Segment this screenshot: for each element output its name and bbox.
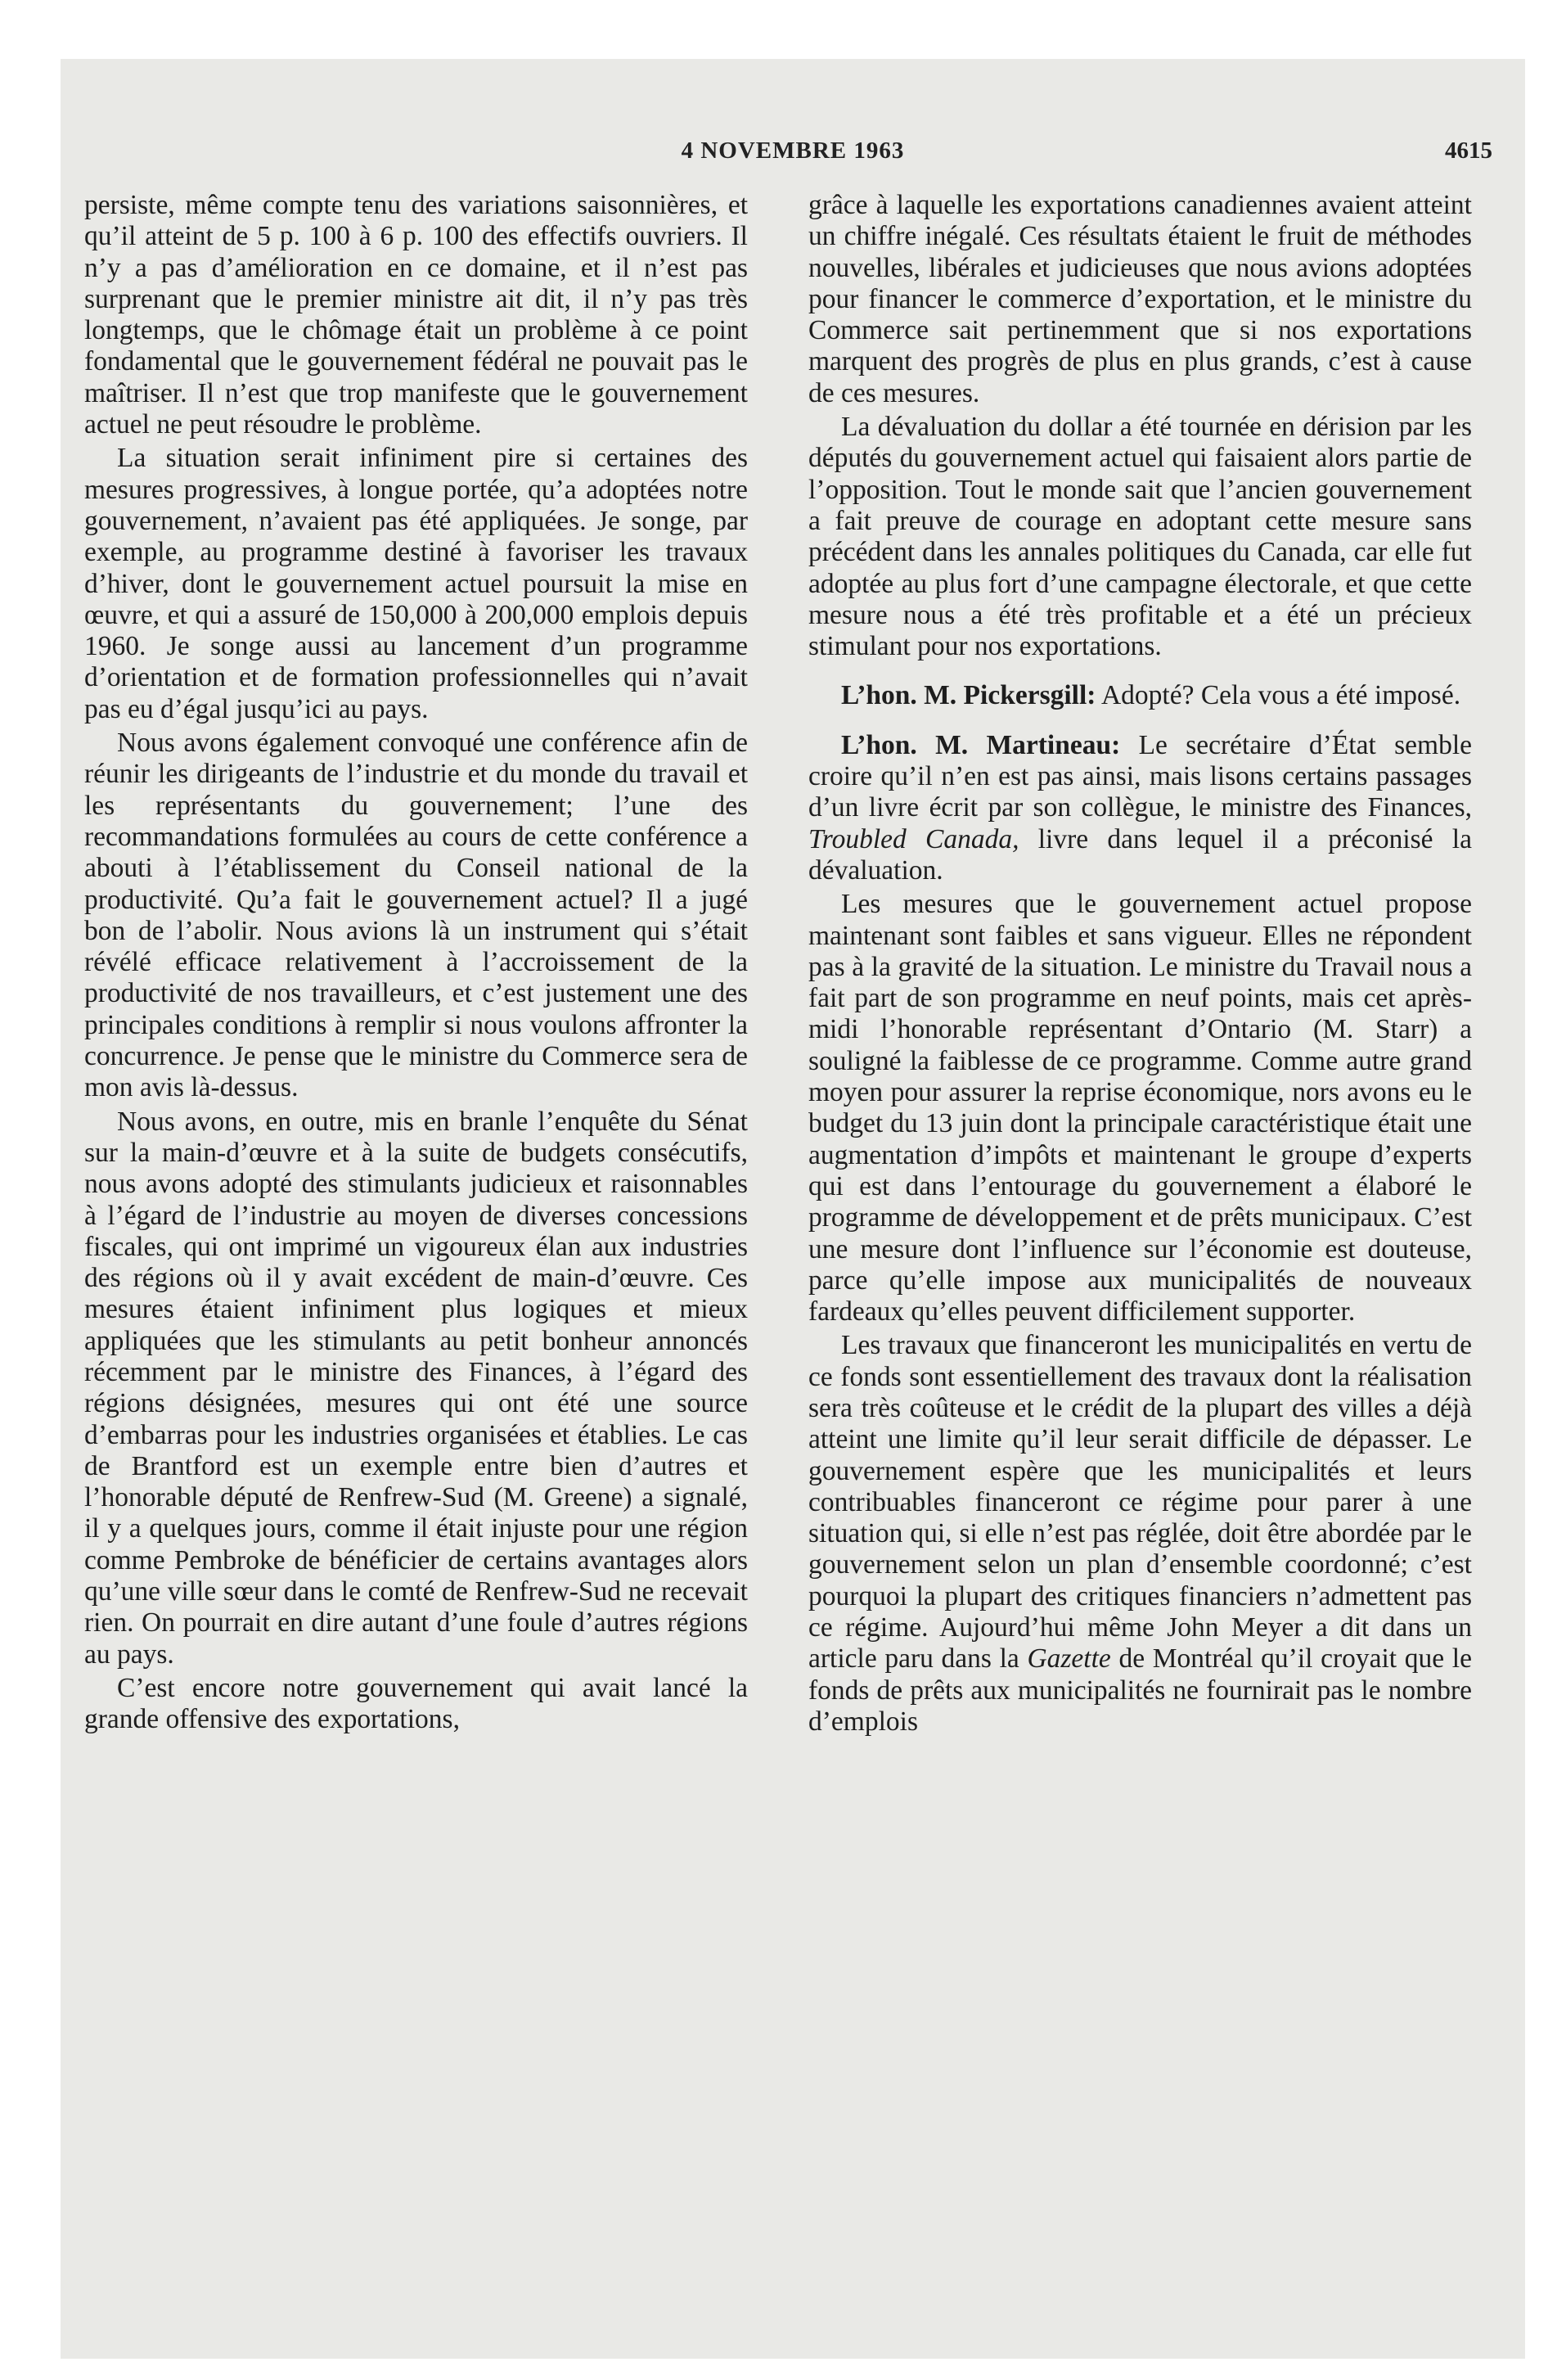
page-header xyxy=(61,67,1525,164)
speaker-name: L’hon. M. Pickersgill: xyxy=(841,680,1096,711)
speech-text: livre dans lequel il a préconisé la dévaluation. xyxy=(808,823,1472,886)
left-column xyxy=(84,190,748,1738)
right-column xyxy=(808,190,1472,1740)
paragraph: Les mesures que le gouvernement actuel propose maintenant sont faibles et sans vigueur. Elles ne répondent pas à la gravité de la situation. Le ministre du Travail nous a fait part de son programme en neuf points, mais cet après-midi l’honorable représentant d’Ontario (M. Starr) a souligné la faiblesse de ce programme. Comme autre grand moyen pour assurer la reprise économique, nors avons eu le budget du 13 juin dont la principale caractéristique était une augmentation d’impôts et maintenant le groupe d’experts qui est dans l’entourage du gouvernement a élaboré le programme de développement et de prêts municipaux. C’est une mesure dont l’influence sur l’économie est douteuse, parce qu’elle impose aux municipalités de nouveaux fardeaux qu’elles peuvent difficilement supporter. xyxy=(808,889,1472,1327)
paragraph-text: de Montréal qu’il croyait que le fonds de prêts aux municipalités ne fournirait pas le nombre d’emplois xyxy=(808,1643,1472,1737)
header-date: 4 NOVEMBRE 1963 xyxy=(681,137,905,164)
speaker-name: L’hon. M. Martineau: xyxy=(841,729,1121,760)
paragraph: grâce à laquelle les exportations canadiennes avaient atteint un chiffre inégalé. Ces résultats étaient le fruit de méthodes nouvelles, libérales et judicieuses que nous avions adoptées pour financer le commerce d’exportation, et le ministre du Commerce sait pertinemment que si nos exportations marquent des progrès de plus en plus grands, c’est à cause de ces mesures. xyxy=(808,190,1472,408)
page-number: 4615 xyxy=(1445,137,1492,164)
newspaper-title: Gazette xyxy=(1027,1643,1111,1675)
speech-text: Le secrétaire d’État semble croire qu’il n’en est pas ainsi, mais lisons certains passages d’un livre écrit par son collègue, le ministre des Finances, xyxy=(808,729,1472,823)
paragraph-text: Les travaux que financeront les municipalités en vertu de ce fonds sont essentiellement des travaux dont la réalisation sera très coûteuse et le crédit de la plupart des villes a déjà atteint une limite qu’il leur serait difficile de dépasser. Le gouvernement espère que les municipalités et leurs contribuables financeront ce régime pour parer à une situation qui, si elle n’est pas réglée, doit être abordée par le gouvernement selon un plan d’ensemble coordonné; c’est pourquoi la plupart des critiques financiers n’admettent pas ce régime. Aujourd’hui même John Meyer a dit dans un article paru dans la xyxy=(808,1330,1472,1675)
paragraph: persiste, même compte tenu des variations saisonnières, et qu’il atteint de 5 p. 100 à 6 p. 100 des effectifs ouvriers. Il n’y a pas d’amélioration en ce domaine, et il n’est pas surprenant que le premier ministre ait dit, il n’y pas très longtemps, que le chômage était un problème à ce point fondamental que le gouvernement fédéral ne pouvait pas le maîtriser. Il n’est que trop manifeste que le gouvernement actuel ne peut résoudre le problème. xyxy=(84,190,748,440)
book-title: Troubled Canada, xyxy=(808,823,1019,854)
paragraph: La dévaluation du dollar a été tournée en dérision par les députés du gouvernement actuel qui faisaient alors partie de l’opposition. Tout le monde sait que l’ancien gouvernement a fait preuve de courage en adoptant cette mesure sans précédent dans les annales politiques du Canada, car elle fut adoptée au plus fort d’une campagne électorale, et que cette mesure nous a été très profitable et a été un précieux stimulant pour nos exportations. xyxy=(808,412,1472,662)
speech-pickersgill xyxy=(808,680,1472,711)
paragraph: Nous avons également convoqué une conférence afin de réunir les dirigeants de l’industrie et du monde du travail et les représentants du gouvernement; l’une des recommandations formulées au cours de cette conférence a abouti à l’établissement du Conseil national de la productivité. Qu’a fait le gouvernement actuel? Il a jugé bon de l’abolir. Nous avions là un instrument qui s’était révélé efficace relativement à l’accroissement de la productivité de nos travailleurs, et c’est justement une des principales conditions à remplir si nous voulons affronter la concurrence. Je pense que le ministre du Commerce sera de mon avis là-dessus. xyxy=(84,728,748,1103)
speech-text: Adopté? Cela vous a été imposé. xyxy=(1096,680,1461,711)
paragraph: C’est encore notre gouvernement qui avait lancé la grande offensive des exportations, xyxy=(84,1672,748,1735)
paragraph: Nous avons, en outre, mis en branle l’enquête du Sénat sur la main-d’œuvre et à la suite de budgets consécutifs, nous avons adopté des stimulants judicieux et raisonnables à l’égard de l’industrie au moyen de diverses concessions fiscales, qui ont imprimé un vigoureux élan aux industries des régions où il y avait excédent de main-d’œuvre. Ces mesures étaient infiniment plus logiques et mieux appliquées que les stimulants au petit bonheur annoncés récemment par le ministre des Finances, à l’égard des régions désignées, mesures qui ont été une source d’embarras pour les industries organisées et établies. Le cas de Brantford est un exemple entre bien d’autres et l’honorable député de Renfrew-Sud (M. Greene) a signalé, il y a quelques jours, comme il était injuste pour une région comme Pembroke de bénéficier de certains avantages alors qu’une ville sœur dans le comté de Renfrew-Sud ne recevait rien. On pourrait en dire autant d’une foule d’autres régions au pays. xyxy=(84,1106,748,1670)
paragraph xyxy=(808,1330,1472,1738)
speech-martineau xyxy=(808,730,1472,886)
paragraph: La situation serait infiniment pire si certaines des mesures progressives, à longue portée, qu’a adoptées notre gouvernement, n’avaient pas été appliquées. Je songe, par exemple, au programme destiné à favoriser les travaux d’hiver, dont le gouvernement actuel poursuit la mise en œuvre, et qui a assuré de 150,000 à 200,000 emplois depuis 1960. Je songe aussi au lancement d’un programme d’orientation et de formation professionnelles qui n’avait pas eu d’égal jusqu’ici au pays. xyxy=(84,443,748,724)
